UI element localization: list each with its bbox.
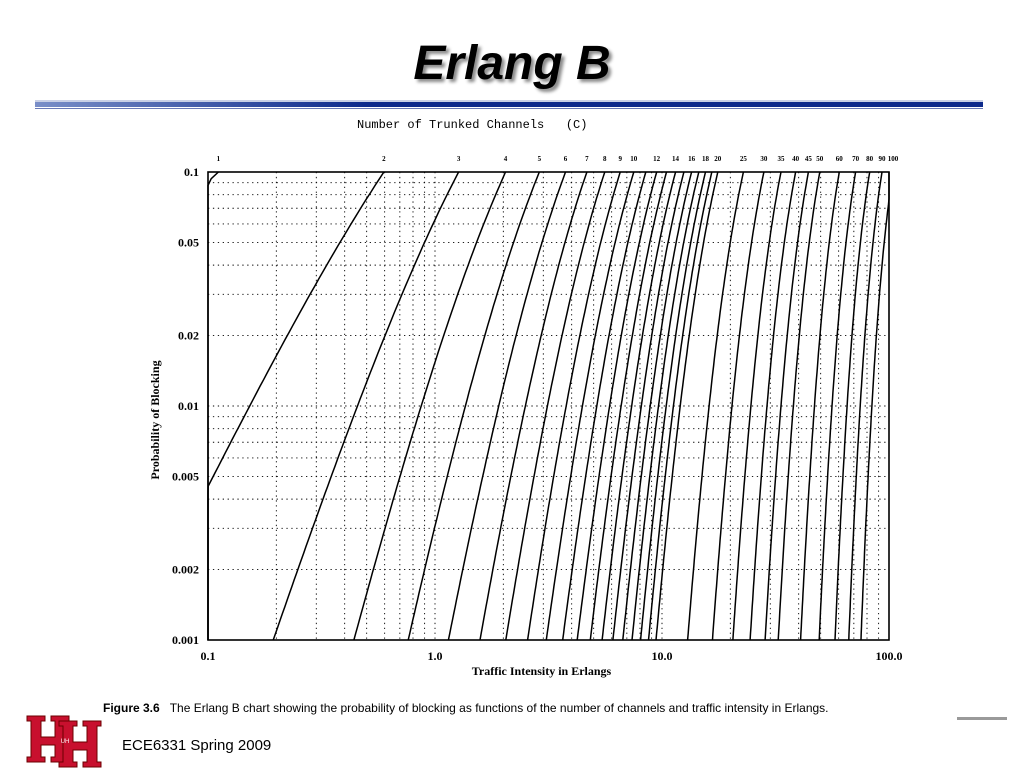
channel-label: 12 [653, 155, 661, 163]
channel-label: 35 [777, 155, 785, 163]
curve-c8 [506, 172, 605, 640]
chart-labels [148, 155, 903, 678]
slide-title: Erlang B [413, 37, 611, 90]
y-tick-label: 0.001 [172, 633, 199, 647]
channel-label: 2 [382, 155, 386, 163]
channel-label: 18 [702, 155, 710, 163]
channel-label: 50 [816, 155, 824, 163]
curve-c16 [623, 172, 692, 640]
channel-label: 3 [456, 155, 461, 163]
channel-label: 100 [887, 155, 899, 163]
chart-title: Number of Trunked Channels (C) [357, 118, 588, 132]
y-tick-label: 0.002 [172, 562, 199, 577]
y-tick-label: 0.05 [178, 235, 199, 250]
channel-label: 25 [739, 155, 747, 163]
channel-label: 30 [760, 155, 768, 163]
channel-label: 90 [878, 155, 886, 163]
x-tick-label: 0.1 [200, 649, 216, 663]
channel-label: 9 [618, 155, 622, 163]
channel-label: 60 [835, 155, 843, 163]
channel-label: 40 [792, 155, 800, 163]
channel-label: 8 [603, 155, 607, 163]
x-tick-label: 100.0 [875, 649, 903, 663]
channel-label: 45 [804, 155, 812, 163]
channel-label: 7 [585, 155, 589, 163]
channel-label: 5 [537, 155, 542, 163]
figure-caption-text: The Erlang B chart showing the probability of blocking as functions of the number of channels and traffic intensity in Erlangs. [169, 701, 829, 715]
channel-label: 1 [216, 155, 221, 163]
curve-c11 [563, 172, 646, 640]
chart-grid [208, 172, 889, 640]
channel-label: 20 [714, 155, 722, 163]
logo-text: UH [60, 739, 70, 745]
curve-c25 [688, 172, 744, 640]
channel-label: 4 [503, 155, 508, 163]
footer-rule [957, 717, 1007, 720]
channel-label: 6 [563, 155, 568, 163]
channel-label: 70 [852, 155, 860, 163]
channel-label: 16 [688, 155, 696, 163]
figure-caption [103, 701, 829, 715]
x-tick-label: 10.0 [651, 649, 673, 663]
uh-logo [25, 713, 105, 768]
erlang-b-chart [0, 140, 1024, 685]
channel-label: 80 [866, 155, 874, 163]
channel-label: 14 [672, 155, 680, 163]
figure-label: Figure 3.6 [103, 701, 160, 715]
title-underline [35, 100, 983, 110]
x-axis-label: Traffic Intensity in Erlangs [471, 664, 612, 678]
y-tick-label: 0.005 [172, 469, 199, 484]
channel-label: 10 [630, 155, 638, 163]
y-tick-label: 0.02 [178, 328, 199, 343]
y-axis-label: Probability of Blocking [148, 360, 162, 480]
x-tick-label: 1.0 [427, 649, 443, 663]
footer-text: ECE6331 Spring 2009 [122, 737, 272, 754]
y-tick-label: 0.1 [184, 165, 199, 179]
y-tick-label: 0.01 [178, 399, 199, 413]
